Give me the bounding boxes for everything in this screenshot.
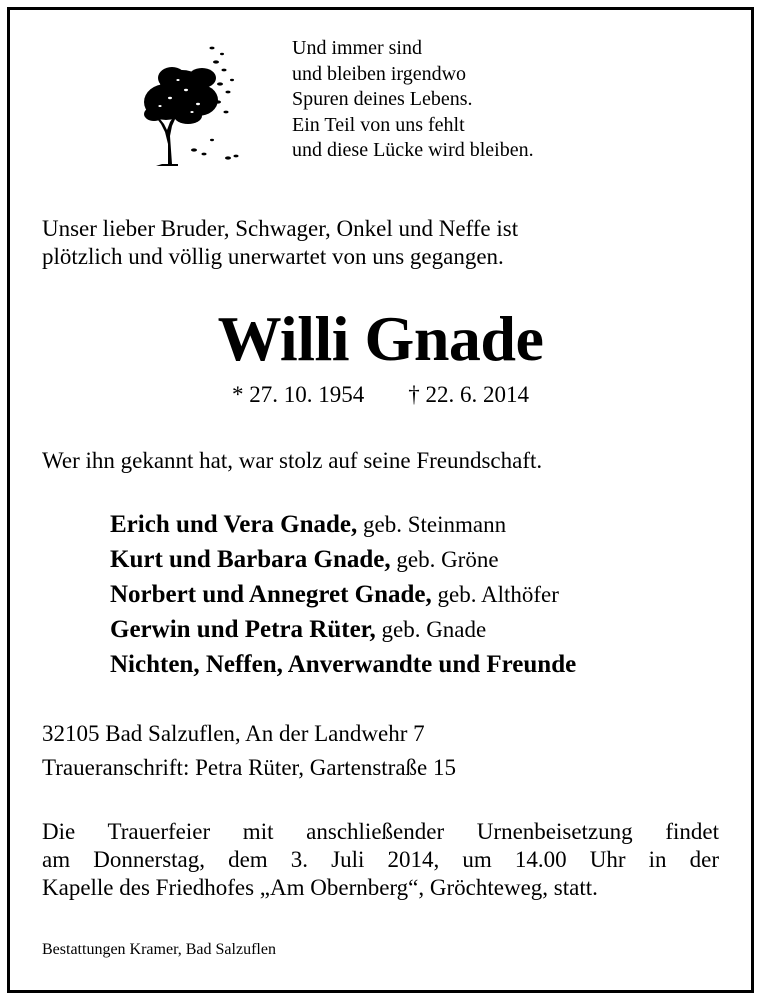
home-address: 32105 Bad Salzuflen, An der Landwehr 7 [42, 721, 425, 746]
intro-line: plötzlich und völlig unerwartet von uns gegangen. [42, 244, 504, 269]
poem [292, 36, 534, 164]
mourner-note: geb. Steinmann [363, 512, 507, 537]
intro-line: Unser lieber Bruder, Schwager, Onkel und Neffe ist [42, 216, 519, 241]
mourner-names: Kurt und Barbara Gnade, [110, 546, 391, 573]
mourner-entry [110, 647, 576, 682]
intro-text [42, 215, 518, 271]
poem-line: Spuren deines Lebens. [292, 88, 473, 110]
poem-line: Ein Teil von uns fehlt [292, 113, 465, 136]
quote-text: Wer ihn gekannt hat, war stolz auf seine Freundschaft. [42, 448, 543, 473]
mourner-entry [110, 507, 576, 542]
mourning-address: Traueranschrift: Petra Rüter, Gartenstraße 15 [42, 755, 457, 780]
mourner-names: Norbert und Annegret Gnade, [110, 581, 432, 608]
funeral-line: Kapelle des Friedhofes „Am Obernberg“, Gröchteweg, statt. [42, 875, 598, 900]
mourner-names: Nichten, Neffen, Anverwandte und Freunde [110, 651, 577, 678]
mourner-entry [110, 542, 576, 577]
funeral-line: am Donnerstag, dem 3. Juli 2014, um 14.00 Uhr in der [42, 847, 719, 872]
life-dates [0, 381, 761, 409]
undertaker-credit: Bestattungen Kramer, Bad Salzuflen [42, 941, 276, 958]
mourner-note: geb. Gröne [396, 547, 499, 572]
poem-line: Und immer sind [292, 37, 422, 59]
address-block [42, 717, 456, 785]
mourner-entry [110, 577, 576, 612]
deceased-name: Willi Gnade [217, 303, 544, 374]
mourner-entry [110, 612, 576, 647]
funeral-notice [42, 818, 719, 902]
mourner-names: Erich und Vera Gnade, [110, 511, 358, 538]
mourner-note: geb. Althöfer [437, 582, 559, 607]
windswept-tree-icon [132, 40, 244, 166]
poem-line: und diese Lücke wird bleiben. [292, 139, 534, 161]
poem-line: und bleiben irgendwo [292, 62, 467, 85]
mourner-names: Gerwin und Petra Rüter, [110, 616, 376, 643]
birth-date: * 27. 10. 1954 [232, 382, 365, 407]
mourners-list [110, 507, 576, 682]
funeral-line: Die Trauerfeier mit anschließender Urnenbeisetzung findet [42, 819, 719, 844]
mourner-note: geb. Gnade [381, 617, 487, 642]
death-date: † 22. 6. 2014 [408, 382, 529, 407]
